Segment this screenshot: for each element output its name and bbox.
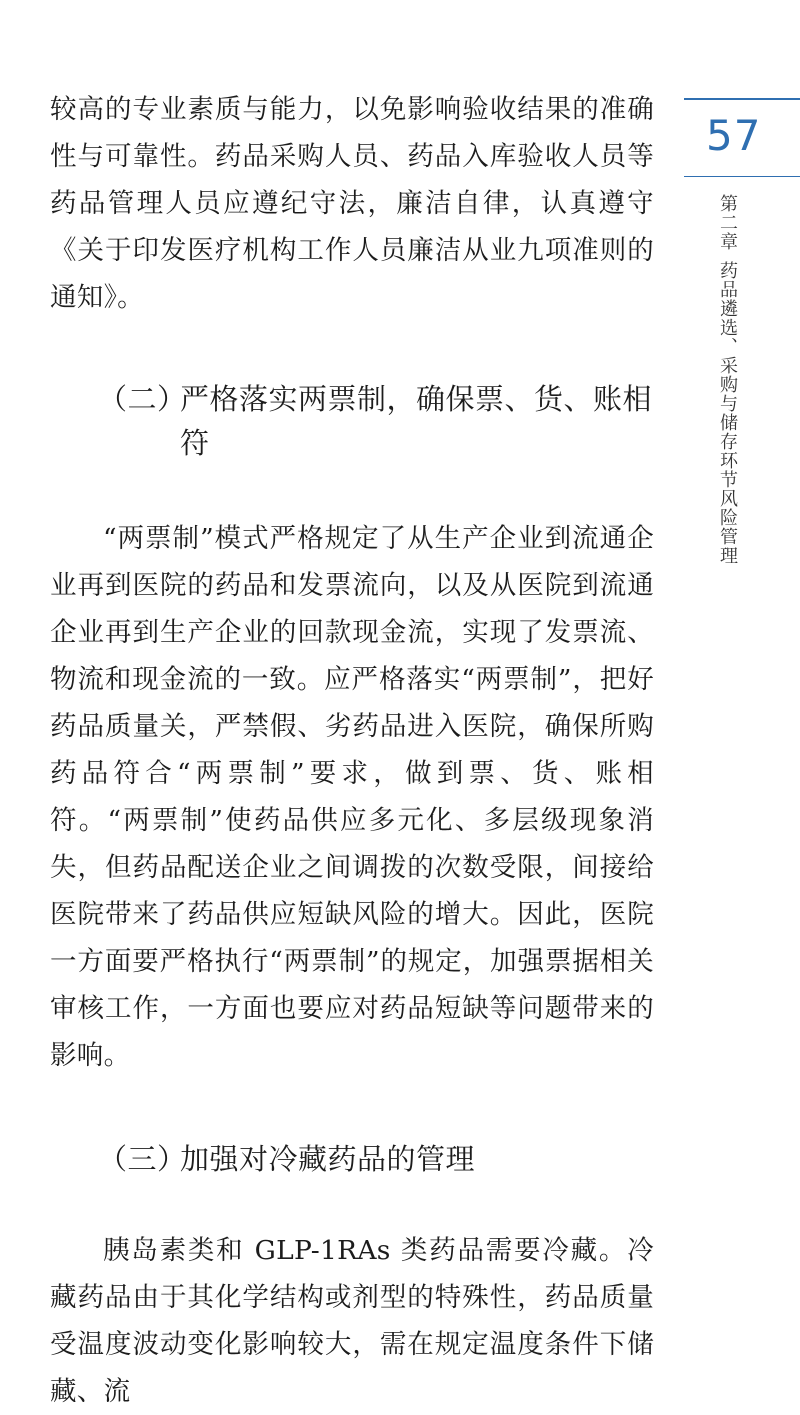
paragraph-1: 较高的专业素质与能力，以免影响验收结果的准确性与可靠性。药品采购人员、药品入库验收人员等药品管理人员应遵纪守法，廉洁自律，认真遵守《关于印发医疗机构工作人员廉洁从业九项准则的通知》。 [50, 94, 654, 313]
section-heading-3-text: 加强对冷藏药品的管理 [180, 1142, 476, 1176]
chapter-title-vertical [714, 194, 740, 565]
section-heading-3 [50, 1137, 654, 1181]
section-heading-2 [50, 377, 654, 465]
section-heading-2-number: （二） [98, 382, 187, 416]
header-rule-bottom [684, 176, 800, 177]
header-rule-top [684, 98, 800, 100]
main-text-column [50, 86, 654, 1415]
chapter-label: 第二章 [717, 194, 738, 251]
page-number: 57 [706, 111, 762, 160]
chapter-title: 药品遴选、采购与储存环节风险管理 [717, 261, 738, 565]
paragraph-2: “两票制”模式严格规定了从生产企业到流通企业再到医院的药品和发票流向，以及从医院到流通企业再到生产企业的回款现金流，实现了发票流、物流和现金流的一致。应严格落实“两票制”，把好药品质量关，严禁假、劣药品进入医院，确保所购药品符合“两票制”要求，做到票、货、账相符。“两票制”使药品供应多元化、多层级现象消失，但药品配送企业之间调拨的次数受限，间接给医院带来了药品供应短缺风险的增大。因此，医院一方面要严格执行“两票制”的规定，加强票据相关审核工作，一方面也要应对药品短缺等问题带来的影响。 [50, 523, 654, 1071]
section-heading-2-text: 严格落实两票制，确保票、货、账相符 [180, 382, 653, 460]
section-heading-3-number: （三） [98, 1142, 187, 1176]
paragraph-3: 胰岛素类和 GLP-1RAs 类药品需要冷藏。冷藏药品由于其化学结构或剂型的特殊性，药品质量受温度波动变化影响较大，需在规定温度条件下储藏、流 [50, 1235, 654, 1407]
